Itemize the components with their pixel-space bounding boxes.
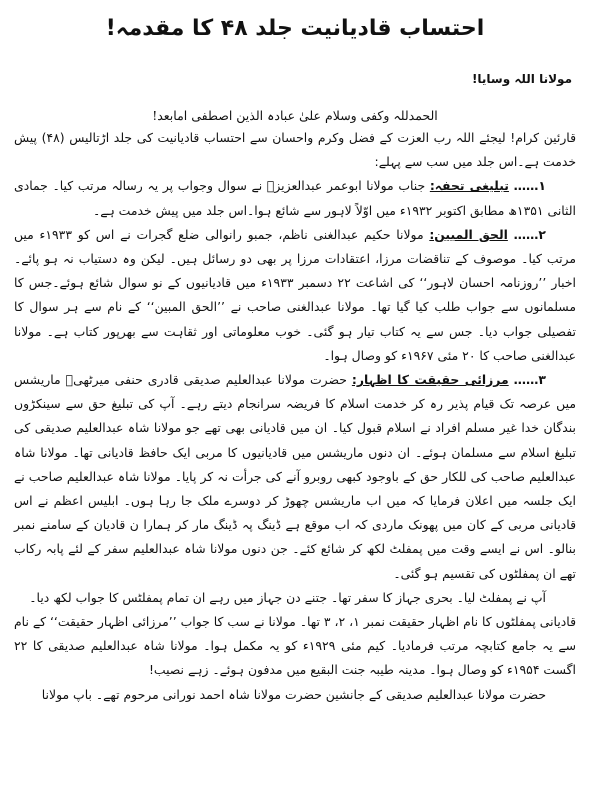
invocation-line: الحمدللہ وکفی وسلام علیٰ عبادہ الذین اصطفی امابعد! [152,108,438,123]
item-1-heading: تبلیغی تحفہ: [429,178,509,194]
paragraph-4: آپ نے پمفلٹ لیا۔ بحری جہاز کا سفر تھا۔ جتنے دن جہاز میں رہے ان تمام پمفلٹس کا جواب لکھ دیا۔ [29,589,546,605]
page-title: احتساب قادیانیت جلد ۴۸ کا مقدمہ! [105,16,485,41]
item-1-text: جناب مولانا ابوعمر عبدالعزیزؒ نے سوال وجواب پر یہ رسالہ مرتب کیا۔ جمادی الثانی ۱۳۵۱ھ مطابق اکتوبر ۱۹۳۲ء میں اوّلاً لاہور سے شائع ہوا۔اس جلد میں پیش خدمت ہے۔ [14,178,576,218]
paragraph-5: قادیانی پمفلٹوں کا نام اظہار حقیقت نمبر ۱، ۲، ۳ تھا۔ مولانا نے سب کا جواب ’’مرزائی اظہار حقیقت‘‘ کے نام سے یہ جامع کتابچہ مرتب فرمادیا۔ کیم مئی ۱۹۲۹ء کو یہ مکمل ہوا۔ مولانا شاہ عبدالعلیم صدیقی کا ۲۲ اگست ۱۹۵۴ء کو وصال ہوا۔ مدینہ طیبہ جنت البقیع میں مدفون ہوئے۔ زہے نصیب! [14,614,576,678]
author-name: مولانا اللہ وسایا! [471,72,572,86]
item-2 [14,223,576,368]
item-3-heading: مرزائی حقیقت کا اظہار: [351,372,509,388]
paragraph-6: حضرت مولانا عبدالعلیم صدیقی کے جانشین حضرت مولانا شاہ احمد نورانی مرحوم تھے۔ باپ مولانا [41,686,546,702]
intro-paragraph: قارئین کرام! لیجئے اللہ رب العزت کے فضل وکرم واحسان سے احتساب قادیانیت کی جلد اڑتالیس (۴۸) پیش خدمت ہے۔اس جلد میں سب سے پہلے: [14,130,576,170]
item-3 [14,368,576,586]
item-2-heading: الحق المبین: [429,226,508,242]
item-2-text: مولانا حکیم عبدالغنی ناظم، جمبو رانوالی ضلع گجرات نے اس کو ۱۹۳۳ء میں مرتب کیا۔ موصوف کے تناقضات مرزا، اعتقادات مرزا پر بھی دو رسائل ہیں۔ لیکن وہ دستیاب نہ ہو پائے۔ اخبار ’’روزنامہ احسان لاہور‘‘ کی اشاعت ۲۲ دسمبر ۱۹۳۳ء میں قادیانیوں کے نو سوال شائع ہوئے۔جس کا مسلمانوں سے جواب طلب کیا گیا تھا۔ مولانا عبدالغنی صاحب نے ’’الحق المبین‘‘ کے نام سے ہر سوال کا تفصیلی جواب دیا۔ جس سے یہ کتاب تیار ہو گئی۔ خوب معلوماتی اور ثقاہت سے بھرپور کتاب ہے۔ مولانا عبدالغنی صاحب کا ۲۰ مئی ۱۹۶۷ء کو وصال ہوا۔ [14,226,576,363]
item-3-number: ۳…… [513,372,546,388]
item-3-text: حضرت مولانا عبدالعلیم صدیقی قادری حنفی میرٹھیؒ ماریشس میں عرصہ تک قیام پذیر رہ کر خدمت اسلام کا فریضہ سرانجام دیتے رہے۔ آپ کی تبلیغ حق سے سینکڑوں بندگان خدا غیر مسلم افراد نے اسلام قبول کیا۔ ان میں قادیانی بھی تھے جو مولانا شاہ عبدالعلیم صدیقی کی تبلیغ اسلام سے مسلمان ہوئے۔ ان دنوں ماریشس میں قادیانیوں کا مربی ایک حافظ قادیانی تھا۔ مولانا شاہ عبدالعلیم صاحب کی للکار حق کے باوجود کبھی روبرو آنے کی جرأت نہ کر پایا۔ مولانا شاہ عبدالعلیم صاحب نے ایک جلسہ میں اعلان فرمایا کہ میں اب ماریشس چھوڑ کر دوسرے ملک جا رہا ہوں۔ ابلیس اعظم نے اس قادیانی مربی کے کان میں پھونک ماردی کہ اب موقع ہے ڈینگ پہ ڈینگ مار کر ہمارا ن قادیان کے سامنے نمبر بنالو۔ اس نے ایسے وقت میں پمفلٹ لکھ کر شائع کئے۔ جن دنوں مولانا شاہ عبدالعلیم سفر کے لئے پابہ رکاب تھے ان پمفلٹوں کی تقسیم ہو گئی۔ [14,372,576,581]
item-2-number: ۲…… [513,226,546,242]
item-1-number: ۱…… [513,178,546,194]
item-1 [14,174,576,222]
